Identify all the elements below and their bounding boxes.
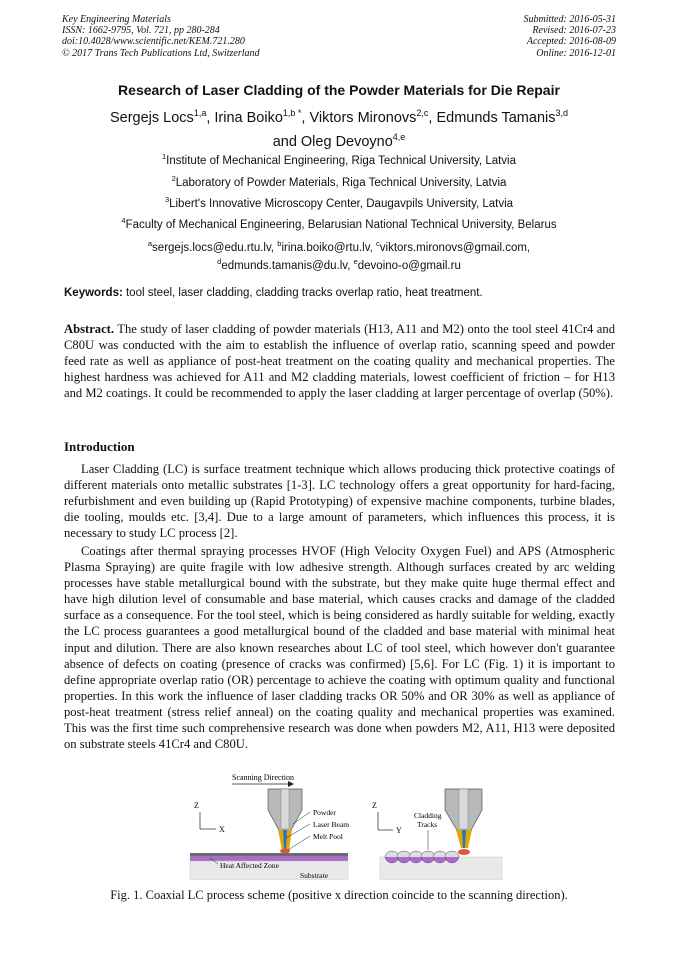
affiliation-text: Faculty of Mechanical Engineering, Belarusian National Technical University, Belarus (125, 218, 557, 231)
issn-line: ISSN: 1662-9795, Vol. 721, pp 280-284 (62, 25, 220, 37)
copyright-line: © 2017 Trans Tech Publications Ltd, Switzerland (62, 47, 260, 59)
z-axis-label: Z (372, 801, 377, 810)
revised-date: Revised: 2016-07-23 (532, 25, 616, 37)
figure-1-caption: Fig. 1. Coaxial LC process scheme (positive x direction coincide to the scanning direction). (110, 888, 568, 902)
affiliation-text: Libert's Innovative Microscopy Center, Daugavpils University, Latvia (169, 197, 514, 210)
nozzle-core (281, 789, 289, 829)
clad-layer (190, 853, 348, 856)
abstract-label: Abstract. (64, 322, 115, 336)
email-link[interactable]: viktors.mironovs@gmail.com, (379, 241, 531, 254)
doi-line: doi:10.4028/www.scientific.net/KEM.721.280 (62, 36, 245, 48)
affiliation-4 (0, 214, 678, 232)
email-link[interactable]: irina.boiko@rtu.lv, (281, 241, 377, 254)
affiliation-2 (0, 172, 678, 190)
affiliation-3 (0, 193, 678, 211)
figure-1-diagram (180, 772, 510, 880)
author-sep: , (301, 109, 310, 126)
email-link[interactable]: devoino-o@gmail.ru (357, 260, 461, 273)
accepted-date: Accepted: 2016-08-09 (526, 36, 616, 48)
journal-header-right (524, 14, 617, 59)
email-sup: a (147, 239, 153, 248)
intro-paragraph-2: Coatings after thermal spraying processes HVOF (High Velocity Oxygen Fuel) and APS (Atmospheric Plasma Spraying) are quite fragile with low adhesive strength. Although surfaces created by arc welding processes have stable metallurgical bound with the substrate, but they make quite huge thermal effect and have high dilution level of consumable and base material, which causes cracks and damage of the cladded surface as a consequence. For the tool steel, which is being considered as hardly suitable for welding, exactly the LC process guarantees a good metallurgical bound of the cladded and base material with minimal heat input and dilution. There are also known researches about LC of tool steel, which however don't guarantee absence of defects on coating (presence of cracks was confirmed) [5,6]. For LC (Fig. 1) it is important to define appropriate overlap ratio (OR) percentage to achieve the coating with optimum quality and functional properties. In this work the influence of laser cladding tracks OR 50% and OR 30% as well as appliance of post-heat treatment (stress relief anneal) on the coating quality and mechanical properties was examined. This was the first time such comprehensive research was done when powders M2, A11, H13 were deposited on substrate steels 41Cr4 and C80U. (64, 544, 615, 752)
email-list (100, 237, 578, 274)
melt-pool (458, 849, 470, 855)
author-sup: 4,e (392, 131, 406, 142)
y-axis-label: Y (396, 826, 402, 835)
affiliation-sup: 1 (161, 152, 167, 161)
email-sup: b (277, 239, 282, 248)
laser-beam-label: Laser Beam (313, 820, 350, 829)
author-sep: , (428, 109, 437, 126)
x-axis-label: X (219, 825, 225, 834)
author-sup: 1,b * (282, 108, 302, 118)
author-sup: 1,a (193, 108, 207, 118)
email-sup: d (217, 257, 222, 267)
leader-line (288, 836, 310, 850)
cladding-tracks-label: Cladding (414, 811, 442, 820)
affiliation-1 (0, 150, 678, 168)
paper-title: Research of Laser Cladding of the Powder Materials for Die Repair (118, 82, 560, 98)
email-link[interactable]: sergejs.locs@edu.rtu.lv, (152, 241, 278, 254)
author-sep: , (206, 109, 215, 126)
melt-pool (280, 849, 290, 854)
affiliation-sup: 3 (164, 195, 170, 204)
right-panel (372, 789, 502, 880)
powder-label: Powder (313, 808, 336, 817)
email-sup: c (376, 239, 380, 248)
email-sup: e (353, 257, 358, 267)
z-axis-label: Z (194, 801, 199, 810)
substrate-label: Substrate (300, 871, 328, 880)
nozzle-core (459, 789, 468, 829)
cladding-tracks-label: Tracks (417, 820, 438, 829)
online-date: Online: 2016-12-01 (536, 47, 616, 59)
intro-paragraph-1: Laser Cladding (LC) is surface treatment technique which allows producing thick protective coatings of different materials onto metallic substrates [1-3]. LC technology offers a great opportunity for hard-facing, refurbishment and even building up (Rapid Prototyping) of expensive machine components, turbine blades, die tooling, moulds etc. [3,4]. Due to a large amount of parameters, which influences this process, it is necessary to study LC process [2]. (64, 462, 615, 541)
affiliation-sup: 4 (121, 216, 126, 225)
keywords-label: Keywords: (64, 287, 123, 299)
abstract-text: The study of laser cladding of powder materials (H13, A11 and M2) onto the tool steel 41Cr4 and C80U was conducted with the aim to establish the influence of overlap ratio, scanning speed and powder feed rate as well as appliance of post-heat treatment on the coating quality and mechanical properties. The highest hardness was achieved for A11 and M2 cladding materials, lowest coefficient of friction – for H13 and M2 coatings. It could be recommended to apply the laser cladding at larger percentage of overlap (50%). (64, 322, 615, 401)
journal-name: Key Engineering Materials (62, 14, 171, 25)
left-panel (190, 773, 349, 880)
author-list (60, 104, 618, 152)
melt-pool-label: Melt Pool (313, 832, 343, 841)
keywords-line (64, 287, 624, 299)
abstract-paragraph (64, 321, 615, 401)
submitted-date: Submitted: 2016-05-31 (523, 14, 616, 25)
affiliation-sup: 2 (171, 174, 176, 183)
section-heading-introduction: Introduction (64, 439, 135, 454)
affiliation-text: Institute of Mechanical Engineering, Riga Technical University, Latvia (166, 154, 517, 167)
email-link[interactable]: edmunds.tamanis@du.lv, (221, 260, 354, 273)
haz-label: Heat Affected Zone (220, 861, 280, 870)
author-sup: 2,c (416, 108, 429, 118)
author-name: Irina Boiko (214, 109, 283, 126)
journal-header-left (62, 14, 260, 59)
affiliation-text: Laboratory of Powder Materials, Riga Technical University, Latvia (175, 176, 507, 189)
cladding-track (445, 851, 459, 857)
scanning-direction-label: Scanning Direction (232, 773, 294, 782)
author-name: Viktors Mironovs (309, 109, 417, 126)
author-sup: 3,d (555, 108, 569, 118)
author-name: and Oleg Devoyno (272, 133, 393, 150)
keywords-text: tool steel, laser cladding, cladding tracks overlap ratio, heat treatment. (122, 287, 483, 299)
author-name: Sergejs Locs (109, 109, 194, 126)
author-name: Edmunds Tamanis (436, 109, 556, 126)
